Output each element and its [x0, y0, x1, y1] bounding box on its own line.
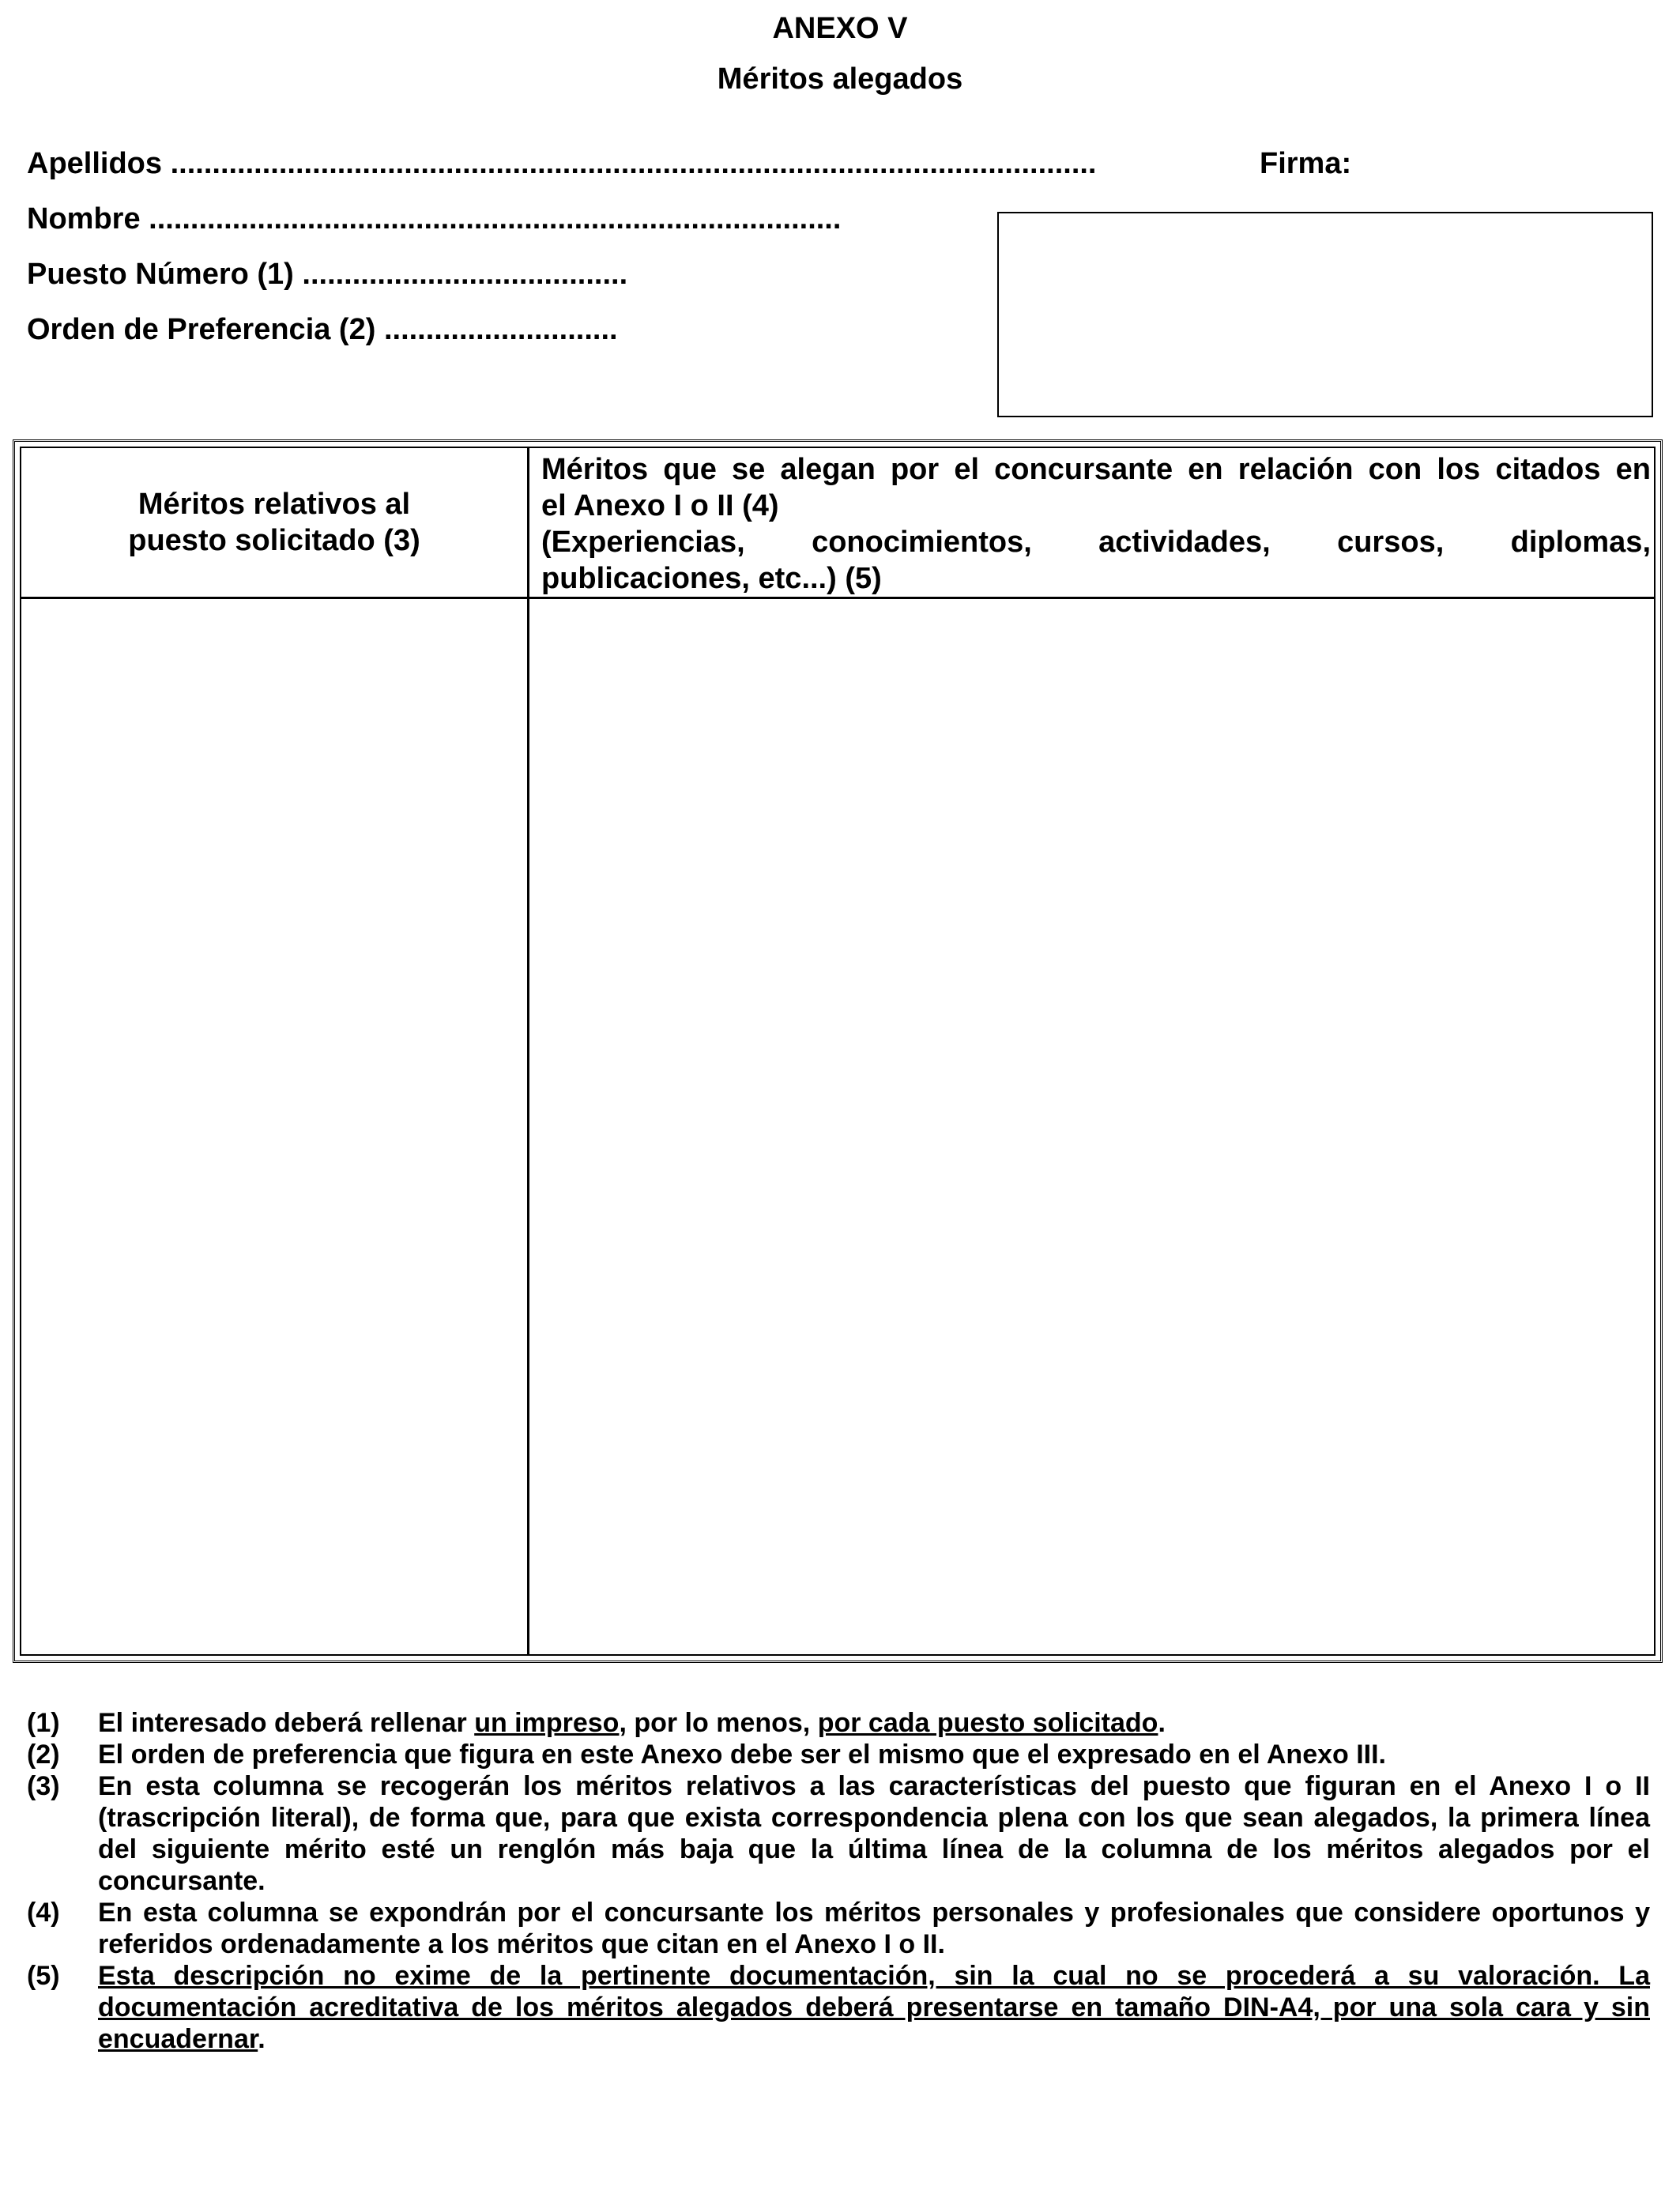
orden-field[interactable]	[27, 311, 618, 348]
footnote-text: .	[1158, 1708, 1166, 1738]
orden-label: Orden de Preferencia (2)	[27, 313, 376, 346]
footnote-underlined: por cada puesto solicitado	[817, 1708, 1158, 1738]
nombre-field[interactable]	[27, 201, 841, 237]
footnote-number: (5)	[27, 1961, 60, 1991]
merits-table-inner	[20, 447, 1656, 1656]
footnote-4	[27, 1897, 1650, 1960]
apellidos-field[interactable]	[27, 145, 1097, 182]
footnote-number: (4)	[27, 1898, 60, 1928]
footnote-text: El orden de preferencia que figura en este Anexo debe ser el mismo que el expresado en el Anexo III.	[98, 1740, 1387, 1770]
firma-label: Firma:	[1260, 147, 1352, 180]
col1-header-line2: puesto solicitado (3)	[128, 524, 420, 557]
footnote-text: En esta columna se recogerán los méritos relativos a las características del puesto que figuran en el Anexo I o II (trascripción literal), de forma que, para que exista correspondencia plena con los que sean alegados, la primera línea del siguiente mérito esté un renglón más baja que la última línea de la columna de los méritos alegados por el concursante.	[98, 1771, 1650, 1896]
col1-header	[21, 448, 527, 597]
puesto-field[interactable]	[27, 256, 627, 292]
apellidos-dots: ...............................................................................................................	[170, 147, 1097, 180]
nombre-dots: ...................................................................................	[149, 202, 842, 236]
footnote-2	[27, 1739, 1650, 1770]
puesto-dots: .......................................	[302, 258, 628, 291]
footnote-5	[27, 1960, 1650, 2055]
col2-header-line3: (Experiencias, conocimientos, actividades, cursos, diplomas,	[541, 526, 1651, 559]
footnote-underlined: un impreso	[474, 1708, 620, 1738]
col2-header-line4: publicaciones, etc...) (5)	[541, 562, 882, 595]
page-subtitle: Méritos alegados	[717, 62, 963, 96]
orden-dots: ............................	[383, 313, 618, 346]
footnote-number: (1)	[27, 1708, 60, 1738]
footnote-1	[27, 1707, 1650, 1739]
nombre-label: Nombre	[27, 202, 141, 236]
footnote-text: En esta columna se expondrán por el concursante los méritos personales y profesionales que considere oportunos y referidos ordenadamente a los méritos que citan en el Anexo I o II.	[98, 1898, 1650, 1959]
apellidos-label: Apellidos	[27, 147, 163, 180]
col2-header	[541, 451, 1651, 597]
footnotes	[27, 1707, 1650, 2055]
annex-title: ANEXO V	[772, 12, 908, 45]
signature-box[interactable]	[997, 212, 1653, 417]
merits-table	[13, 439, 1663, 1663]
header-divider	[21, 597, 1654, 599]
footnote-number: (2)	[27, 1740, 60, 1770]
column-divider	[527, 448, 529, 1654]
footnote-underlined: Esta descripción no exime de la pertinente documentación, sin la cual no se procederá a su valoración. La documentación acreditativa de los méritos alegados deberá presentarse en tamaño DIN-A4, por una sola cara y sin encuadernar	[98, 1961, 1650, 2054]
footnote-text: El interesado deberá rellenar	[98, 1708, 475, 1738]
footnote-text: .	[258, 2024, 266, 2054]
footnote-number: (3)	[27, 1771, 60, 1801]
col1-header-line1: Méritos relativos al	[137, 488, 411, 521]
footnote-text: , por lo menos,	[619, 1708, 818, 1738]
col2-header-line2: el Anexo I o II (4)	[541, 489, 779, 522]
footnote-3	[27, 1770, 1650, 1897]
puesto-label: Puesto Número (1)	[27, 258, 294, 291]
col2-header-line1: Méritos que se alegan por el concursante en relación con los citados en	[541, 453, 1651, 486]
